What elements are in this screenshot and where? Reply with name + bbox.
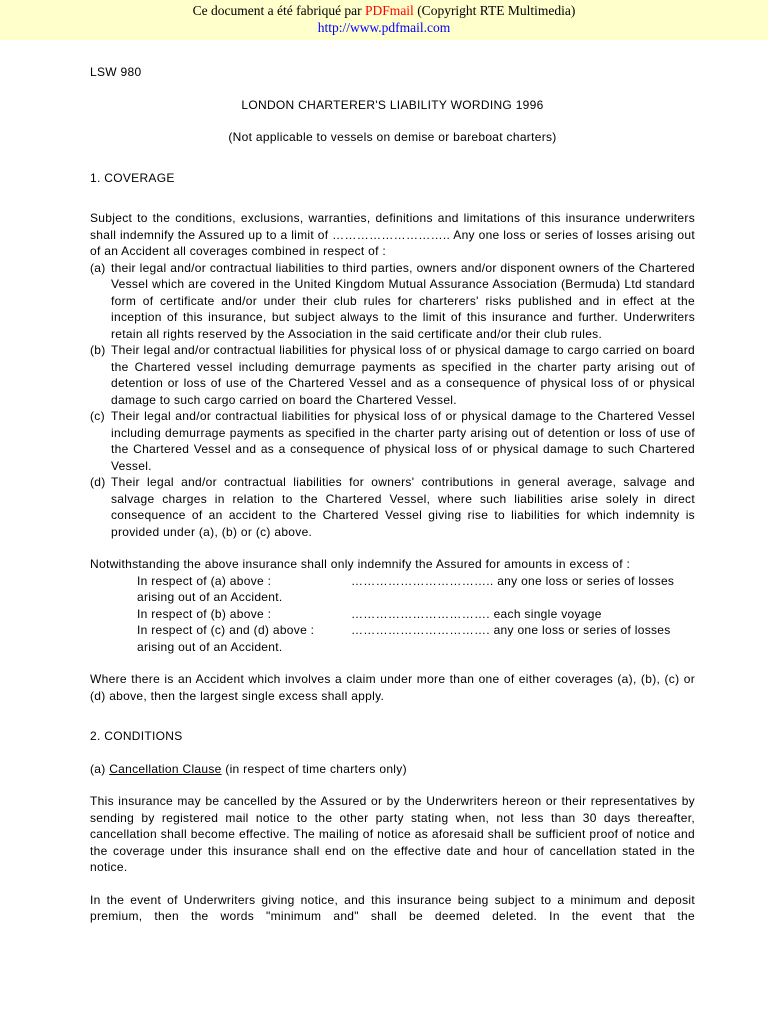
- excess-cont: arising out of an Accident.: [137, 639, 283, 654]
- banner-line1: [0, 2, 768, 19]
- excess-intro: Notwithstanding the above insurance shall only indemnify the Assured for amounts in excess of :: [90, 557, 631, 571]
- item-label: (a): [90, 260, 106, 275]
- accident-paragraph: Where there is an Accident which involves a claim under more than one of either coverages (a), (b), (c) or (d) above, then the largest single excess shall apply.: [90, 672, 695, 703]
- doc-reference: LSW 980: [90, 65, 142, 79]
- cancellation-heading: [90, 761, 695, 778]
- pdf-banner: [0, 0, 768, 40]
- excess-row-a: [90, 573, 695, 590]
- coverage-item-d: [90, 474, 695, 540]
- item-label: (b): [90, 343, 106, 357]
- doc-subtitle: (Not applicable to vessels on demise or bareboat charters): [228, 130, 557, 144]
- banner-prefix: Ce document a été fabriqué par: [192, 3, 366, 18]
- excess-value: …………………………….. any one loss or series of losses: [351, 573, 675, 588]
- excess-label: In respect of (b) above :: [137, 606, 272, 621]
- item-label: (d): [90, 475, 106, 489]
- item-label: (c): [90, 409, 105, 423]
- banner-brand-link[interactable]: PDFmail: [365, 3, 414, 18]
- cancellation-paragraph-1: This insurance may be cancelled by the Assured or by the Underwriters hereon or their representatives by sending by registered mail notice to the other party stating when, not less than 30 days thereafter, cancellation shall become effective. The mailing of notice as aforesaid shall be sufficient proof of notice and the coverage under this insurance shall end on the effective date and hour of cancellation stated in the notice.: [90, 794, 695, 874]
- section-1-heading: 1. COVERAGE: [90, 170, 175, 185]
- banner-url-link[interactable]: http://www.pdfmail.com: [317, 20, 451, 35]
- banner-suffix: (Copyright RTE Multimedia): [413, 3, 576, 18]
- excess-label: In respect of (a) above :: [137, 573, 272, 588]
- section-2-heading: 2. CONDITIONS: [90, 729, 183, 743]
- item-text: Their legal and/or contractual liabilities for physical loss of or physical damage to the Chartered Vessel including demurrage payments as specified in the charter party arising out of detention or loss of use of the Chartered Vessel and as a consequence of physical loss of or physical damage to such Chartered Vessel.: [111, 409, 695, 473]
- clause-note: (in respect of time charters only): [221, 761, 407, 776]
- cancellation-clause-title: Cancellation Clause: [109, 761, 222, 776]
- cancellation-paragraph-2: In the event of Underwriters giving notice, and this insurance being subject to a minimum and deposit premium, then the words "minimum and" shall be deemed deleted. In the event that the: [90, 892, 695, 923]
- excess-cont: arising out of an Accident.: [137, 590, 283, 604]
- clause-label: (a): [90, 761, 110, 776]
- item-text: their legal and/or contractual liabilities to third parties, owners and/or disponent owners of the Chartered Vessel which are covered in the United Kingdom Mutual Assurance Association (Bermuda) Ltd standard form of certificate and/or under their club rules for charterers' risks published and in effect at the inception of this insurance, but subject always to the limit of this insurance and further. Underwriters retain all rights reserved by the Association in the said certificate and/or their club rules.: [111, 260, 695, 341]
- excess-value: ……………………………. any one loss or series of losses: [351, 623, 671, 637]
- excess-label: In respect of (c) and (d) above :: [137, 623, 315, 637]
- excess-row-cd: [90, 622, 695, 639]
- coverage-item-b: [90, 342, 695, 408]
- item-text: Their legal and/or contractual liabilities for physical loss of or physical damage to cargo carried on board the Chartered vessel including demurrage payments as specified in the charter party arising out of detention or loss of use of the Chartered Vessel and as a consequence of physical loss of or physical damage to such cargo carried on board the Chartered Vessel.: [111, 343, 695, 407]
- coverage-item-a: [90, 260, 695, 343]
- coverage-intro: Subject to the conditions, exclusions, warranties, definitions and limitations of this insurance underwriters shall indemnify the Assured up to a limit of ……………………….. Any one loss or series of losses arising out of an Accident all coverages combined in respect of :: [90, 211, 695, 258]
- excess-value: ……………………………. each single voyage: [351, 606, 602, 621]
- item-text: Their legal and/or contractual liabilities for owners' contributions in general average, salvage and salvage charges in relation to the Chartered Vessel, where such liabilities arise solely in direct consequence of an accident to the Chartered Vessel giving rise to liabilities for which indemnity is provided under (a), (b) or (c) above.: [111, 475, 695, 539]
- coverage-item-c: [90, 408, 695, 474]
- document-body: [90, 64, 695, 925]
- excess-row-b: [90, 606, 695, 623]
- doc-title: LONDON CHARTERER'S LIABILITY WORDING 1996: [241, 97, 544, 112]
